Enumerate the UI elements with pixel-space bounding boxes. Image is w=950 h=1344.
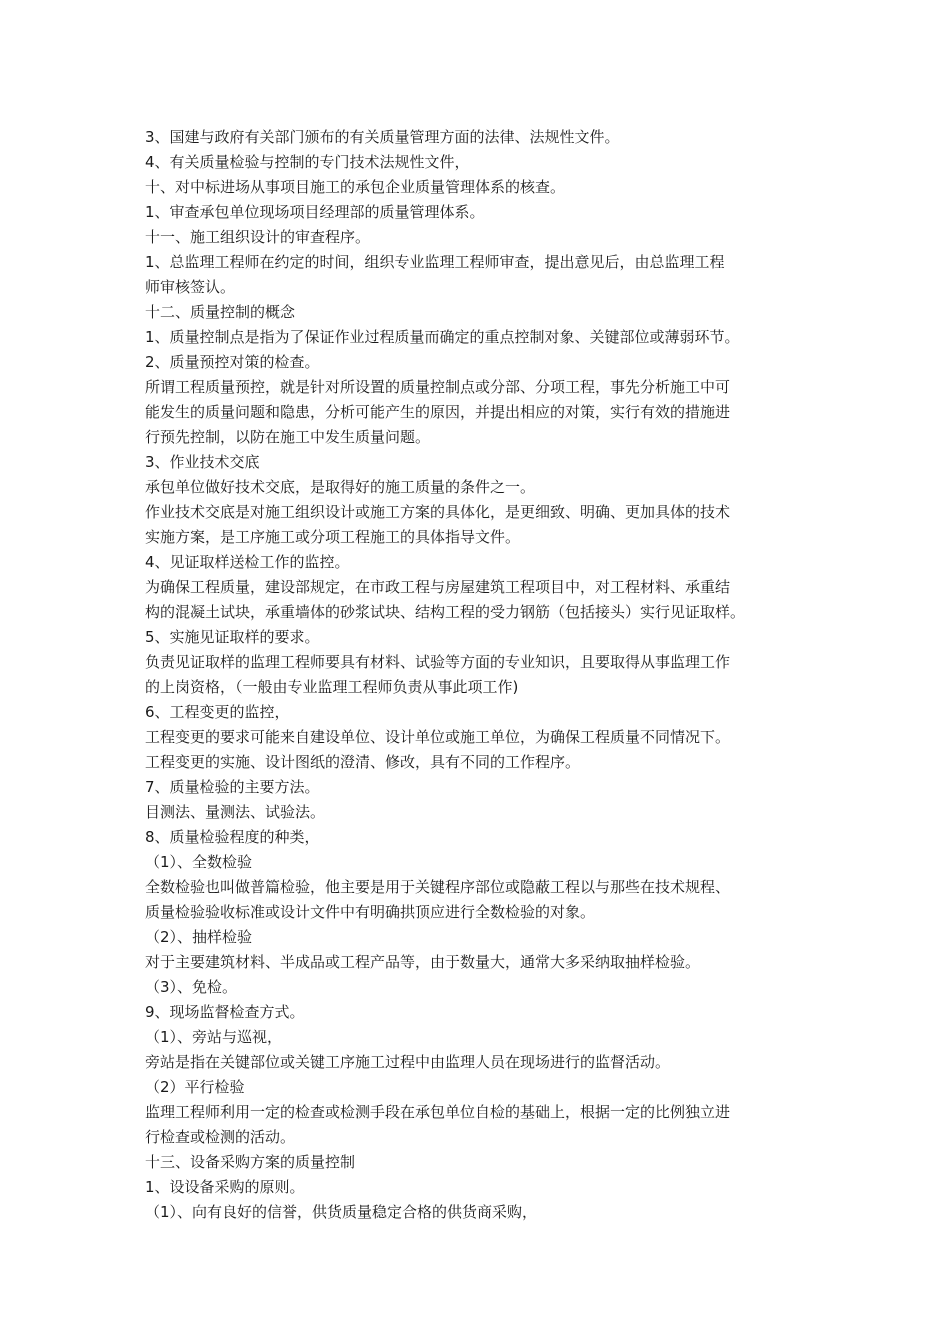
text-line: 十一、施工组织设计的审查程序。 (145, 228, 371, 246)
text-line: 师审核签认。 (145, 278, 236, 296)
text-line: 4、见证取样送检工作的监控。 (145, 553, 350, 571)
text-line: 能发生的质量问题和隐患，分析可能产生的原因，并提出相应的对策，实行有效的措施进 (145, 403, 731, 421)
text-line: 为确保工程质量，建设部规定，在市政工程与房屋建筑工程项目中，对工程材料、承重结 (145, 578, 731, 596)
text-line: 1、质量控制点是指为了保证作业过程质量而确定的重点控制对象、关键部位或薄弱环节。 (145, 328, 740, 346)
text-line: 目测法、量测法、试验法。 (145, 803, 326, 821)
text-line: （1）、旁站与巡视， (145, 1028, 283, 1046)
text-line: （1）、全数检验 (145, 853, 253, 871)
text-line: 监理工程师利用一定的检查或检测手段在承包单位自检的基础上，根据一定的比例独立进 (145, 1103, 731, 1121)
text-line: 十三、设备采购方案的质量控制 (145, 1153, 356, 1171)
text-line: 行检查或检测的活动。 (145, 1128, 296, 1146)
text-line: 行预先控制，以防在施工中发生质量问题。 (145, 428, 431, 446)
text-line: 对于主要建筑材料、半成品或工程产品等，由于数量大，通常大多采纳取抽样检验。 (145, 953, 701, 971)
text-line: 十、对中标进场从事项目施工的承包企业质量管理体系的核查。 (145, 178, 566, 196)
text-line: 工程变更的实施、设计图纸的澄清、修改，具有不同的工作程序。 (145, 753, 581, 771)
text-line: 的上岗资格，（一般由专业监理工程师负责从事此项工作) (145, 678, 519, 696)
text-line: 5、实施见证取样的要求。 (145, 628, 320, 646)
text-line: 质量检验验收标准或设计文件中有明确拱顶应进行全数检验的对象。 (145, 903, 596, 921)
text-line: 1、总监理工程师在约定的时间，组织专业监理工程师审查，提出意见后，由总监理工程 (145, 253, 725, 271)
text-line: 负责见证取样的监理工程师要具有材料、试验等方面的专业知识，且要取得从事监理工作 (145, 653, 731, 671)
text-line: 4、有关质量检验与控制的专门技术法规性文件， (145, 153, 470, 171)
text-line: 8、质量检验程度的种类， (145, 828, 320, 846)
text-line: 承包单位做好技术交底，是取得好的施工质量的条件之一。 (145, 478, 536, 496)
text-line: （2）、抽样检验 (145, 928, 253, 946)
text-line: （3）、免检。 (145, 978, 238, 996)
text-line: 十二、质量控制的概念 (145, 303, 296, 321)
text-line: （1）、向有良好的信誉，供货质量稳定合格的供货商采购， (145, 1203, 538, 1221)
text-line: 3、作业技术交底 (145, 453, 260, 471)
text-line: 3、国建与政府有关部门颁布的有关质量管理方面的法律、法规性文件。 (145, 128, 620, 146)
text-line: 1、设设备采购的原则。 (145, 1178, 305, 1196)
text-line: 全数检验也叫做普篇检验，他主要是用于关键程序部位或隐蔽工程以与那些在技术规程、 (145, 878, 731, 896)
text-line: 作业技术交底是对施工组织设计或施工方案的具体化，是更细致、明确、更加具体的技术 (145, 503, 731, 521)
text-line: 1、审查承包单位现场项目经理部的质量管理体系。 (145, 203, 485, 221)
text-line: （2）平行检验 (145, 1078, 245, 1096)
text-line: 6、工程变更的监控， (145, 703, 290, 721)
text-line: 2、质量预控对策的检查。 (145, 353, 320, 371)
document-body (145, 125, 810, 1225)
text-line: 所谓工程质量预控，就是针对所设置的质量控制点或分部、分项工程，事先分析施工中可 (145, 378, 731, 396)
text-line: 旁站是指在关键部位或关键工序施工过程中由监理人员在现场进行的监督活动。 (145, 1053, 671, 1071)
text-line: 构的混凝土试块，承重墙体的砂浆试块、结构工程的受力钢筋（包括接头）实行见证取样。 (145, 603, 746, 621)
text-line: 工程变更的要求可能来自建设单位、设计单位或施工单位，为确保工程质量不同情况下。 (145, 728, 731, 746)
text-line: 7、质量检验的主要方法。 (145, 778, 320, 796)
text-line: 实施方案，是工序施工或分项工程施工的具体指导文件。 (145, 528, 521, 546)
text-line: 9、现场监督检查方式。 (145, 1003, 305, 1021)
